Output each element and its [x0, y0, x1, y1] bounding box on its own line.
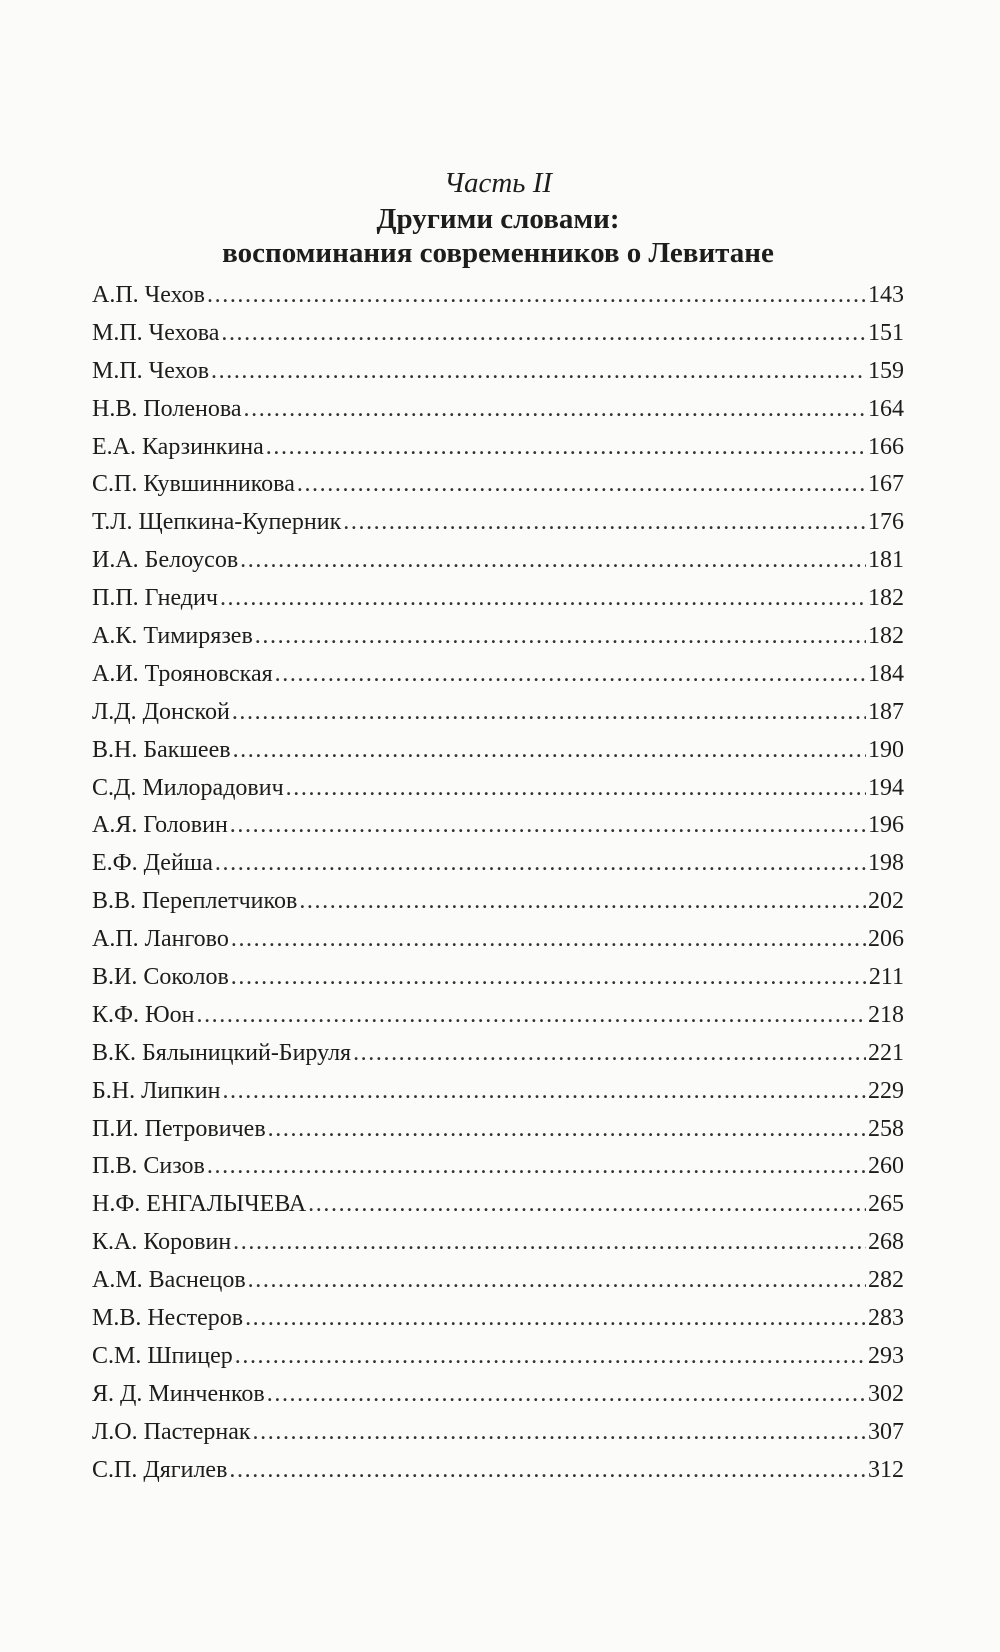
toc-entry-name: С.М. Шпицер	[92, 1342, 233, 1369]
toc-entry-page-number: 151	[868, 319, 904, 346]
toc-leader-dots	[297, 471, 866, 498]
toc-entry-page-number: 221	[868, 1039, 904, 1066]
toc-entry	[92, 1191, 904, 1229]
toc-entry	[92, 396, 904, 434]
toc-leader-dots	[267, 1381, 866, 1408]
toc-leader-dots	[308, 1191, 866, 1218]
toc-entry-page-number: 182	[868, 623, 904, 650]
toc-leader-dots	[231, 964, 867, 991]
toc-leader-dots	[255, 623, 866, 650]
toc-entry-name: К.А. Коровин	[92, 1229, 232, 1256]
contents-page	[92, 168, 904, 1495]
toc-entry-name: М.П. Чехова	[92, 319, 220, 346]
toc-leader-dots	[233, 1229, 866, 1256]
toc-entry-page-number: 166	[868, 433, 904, 460]
part-label: Часть II	[443, 167, 553, 199]
toc-entry-name: Т.Л. Щепкина-Куперник	[92, 509, 342, 536]
toc-leader-dots	[268, 1116, 866, 1143]
toc-entry-name: К.Ф. Юон	[92, 1001, 195, 1028]
toc-leader-dots	[231, 926, 866, 953]
toc-entry	[92, 1343, 904, 1381]
toc-entry	[92, 358, 904, 396]
table-of-contents	[92, 282, 904, 1495]
toc-entry-page-number: 206	[868, 926, 904, 953]
toc-entry-name: А.К. Тимирязев	[92, 623, 253, 650]
toc-leader-dots	[343, 509, 866, 536]
toc-leader-dots	[275, 661, 866, 688]
toc-entry-name: Е.Ф. Дейша	[92, 850, 213, 877]
toc-entry	[92, 964, 904, 1002]
toc-entry	[92, 1040, 904, 1078]
toc-entry	[92, 1116, 904, 1154]
toc-entry-page-number: 312	[868, 1456, 904, 1483]
toc-entry	[92, 737, 904, 775]
toc-entry-name: С.Д. Милорадович	[92, 774, 284, 801]
toc-entry-page-number: 260	[868, 1153, 904, 1180]
toc-entry-name: А.П. Лангово	[92, 926, 229, 953]
toc-entry	[92, 812, 904, 850]
toc-leader-dots	[229, 1457, 866, 1484]
toc-leader-dots	[286, 775, 866, 802]
toc-leader-dots	[196, 1002, 866, 1029]
toc-entry	[92, 320, 904, 358]
toc-leader-dots	[222, 1078, 866, 1105]
toc-entry	[92, 850, 904, 888]
toc-entry	[92, 888, 904, 926]
toc-entry-page-number: 181	[868, 547, 904, 574]
toc-entry-name: А.И. Трояновская	[92, 660, 273, 687]
toc-entry-name: Н.Ф. ЕНГАЛЫЧЕВА	[92, 1191, 307, 1218]
toc-entry-name: П.П. Гнедич	[92, 585, 218, 612]
toc-leader-dots	[235, 1343, 866, 1370]
toc-leader-dots	[207, 282, 866, 309]
toc-leader-dots	[230, 812, 866, 839]
toc-entry-name: Н.В. Поленова	[92, 395, 242, 422]
toc-entry-page-number: 164	[868, 395, 904, 422]
toc-entry-page-number: 218	[868, 1001, 904, 1028]
toc-entry-name: В.И. Соколов	[92, 964, 229, 991]
toc-entry-page-number: 282	[868, 1267, 904, 1294]
toc-entry-name: П.И. Петровичев	[92, 1115, 266, 1142]
toc-entry-page-number: 190	[868, 736, 904, 763]
toc-entry-name: Б.Н. Липкин	[92, 1077, 221, 1104]
toc-leader-dots	[240, 547, 866, 574]
toc-entry	[92, 1078, 904, 1116]
toc-entry-page-number: 268	[868, 1229, 904, 1256]
toc-entry-name: В.В. Переплетчиков	[92, 888, 298, 915]
toc-entry	[92, 699, 904, 737]
toc-entry-page-number: 265	[868, 1191, 904, 1218]
toc-entry-page-number: 182	[868, 585, 904, 612]
toc-leader-dots	[232, 699, 866, 726]
toc-entry-name: М.П. Чехов	[92, 357, 210, 384]
toc-leader-dots	[220, 585, 866, 612]
toc-entry-page-number: 293	[868, 1342, 904, 1369]
toc-entry	[92, 661, 904, 699]
toc-entry-page-number: 167	[868, 471, 904, 498]
toc-entry-name: М.В. Нестеров	[92, 1305, 244, 1332]
toc-entry	[92, 1229, 904, 1267]
toc-leader-dots	[266, 434, 866, 461]
toc-entry-name: П.В. Сизов	[92, 1153, 205, 1180]
toc-entry	[92, 434, 904, 472]
toc-leader-dots	[244, 396, 867, 423]
toc-leader-dots	[233, 737, 866, 764]
toc-entry-name: Л.О. Пастернак	[92, 1418, 251, 1445]
toc-entry-name: А.Я. Головин	[92, 812, 228, 839]
toc-entry-page-number: 187	[868, 698, 904, 725]
toc-entry-page-number: 258	[868, 1115, 904, 1142]
toc-entry-name: В.К. Бялыницкий-Бируля	[92, 1039, 352, 1066]
toc-entry-name: С.П. Дягилев	[92, 1456, 228, 1483]
toc-entry-name: Я. Д. Минченков	[92, 1380, 265, 1407]
toc-entry	[92, 775, 904, 813]
toc-entry	[92, 1457, 904, 1495]
toc-leader-dots	[299, 888, 866, 915]
toc-entry-name: И.А. Белоусов	[92, 547, 239, 574]
toc-entry-page-number: 143	[868, 282, 904, 308]
toc-entry-page-number: 202	[868, 888, 904, 915]
toc-entry	[92, 926, 904, 964]
toc-leader-dots	[211, 358, 866, 385]
toc-entry-name: А.М. Васнецов	[92, 1267, 246, 1294]
toc-leader-dots	[353, 1040, 866, 1067]
toc-entry	[92, 471, 904, 509]
toc-entry	[92, 509, 904, 547]
toc-entry-page-number: 159	[868, 357, 904, 384]
toc-entry-page-number: 176	[868, 509, 904, 536]
toc-entry-name: Л.Д. Донской	[92, 698, 230, 725]
toc-entry-page-number: 184	[868, 660, 904, 687]
toc-leader-dots	[248, 1267, 866, 1294]
toc-entry	[92, 1267, 904, 1305]
toc-entry-page-number: 283	[868, 1305, 904, 1332]
toc-entry-page-number: 229	[868, 1077, 904, 1104]
toc-entry	[92, 1153, 904, 1191]
toc-leader-dots	[207, 1153, 866, 1180]
toc-entry	[92, 623, 904, 661]
toc-entry	[92, 1381, 904, 1419]
toc-leader-dots	[215, 850, 866, 877]
toc-entry-page-number: 198	[868, 850, 904, 877]
toc-entry	[92, 1002, 904, 1040]
toc-entry-name: С.П. Кувшинникова	[92, 471, 295, 498]
toc-entry	[92, 1419, 904, 1457]
section-title-line-2: воспоминания современников о Левитане	[222, 237, 774, 269]
toc-entry-name: А.П. Чехов	[92, 282, 206, 308]
toc-entry-page-number: 302	[868, 1380, 904, 1407]
toc-leader-dots	[245, 1305, 866, 1332]
section-title-line-1: Другими словами:	[376, 203, 620, 235]
toc-entry	[92, 282, 904, 320]
toc-entry	[92, 585, 904, 623]
toc-leader-dots	[221, 320, 866, 347]
toc-entry	[92, 1305, 904, 1343]
toc-entry-page-number: 211	[868, 964, 904, 991]
toc-entry	[92, 547, 904, 585]
toc-entry-page-number: 196	[868, 812, 904, 839]
toc-entry-name: Е.А. Карзинкина	[92, 433, 264, 460]
toc-entry-page-number: 307	[868, 1418, 904, 1445]
toc-entry-name: В.Н. Бакшеев	[92, 736, 231, 763]
toc-entry-page-number: 194	[868, 774, 904, 801]
toc-leader-dots	[253, 1419, 866, 1446]
